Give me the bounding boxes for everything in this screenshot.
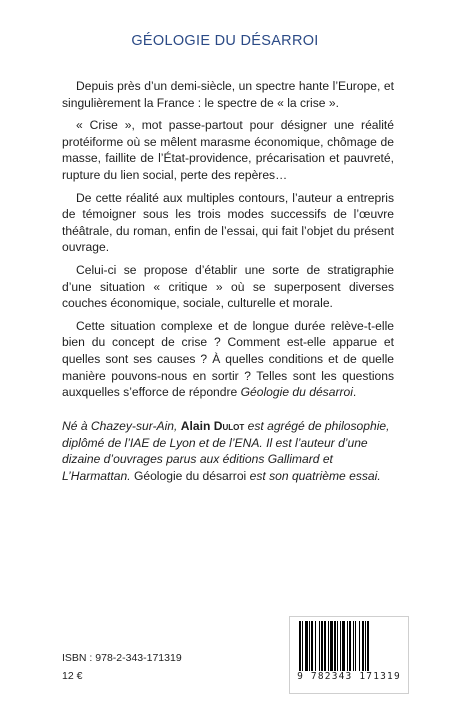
author-first-name: Alain	[180, 419, 211, 433]
blurb-paragraph: Celui-ci se propose d’établir une sorte de stratigraphie d’une situation « critique » où se superposent diverses couches économique, sociale, culturelle et morale.	[62, 262, 394, 311]
blurb-paragraph	[62, 318, 394, 401]
barcode-bars-icon	[299, 621, 399, 671]
bio-text: est agrégé de philosophie, diplômé de l’IAE de Lyon et de l’ENA. Il est l’auteur d’une dizaine d’ouvrages parus aux éditions Gallimard et L’Harmattan.	[62, 419, 390, 483]
barcode-digits: 9 782343 171319	[297, 671, 401, 682]
bio-book-title: Géologie du désarroi	[133, 468, 247, 483]
author-name	[181, 419, 244, 433]
blurb-paragraph: « Crise », mot passe-partout pour désigner une réalité protéiforme où se mêlent marasme économique, chômage de masse, faillite de l’État-providence, précarisation et pauvreté, rupture du lien social, perte des repères…	[62, 118, 394, 182]
book-title: GÉOLOGIE DU DÉSARROI	[131, 33, 319, 49]
author-last-name: Dulot	[213, 419, 245, 433]
author-bio	[62, 418, 394, 484]
barcode	[289, 616, 409, 694]
blurb-text: Cette situation complexe et de longue durée relève-t-elle bien du concept de crise ? Comment est-elle apparue et quelles sont ses causes ? À quelles conditions et de quelle manière pouvons-nous en sortir ? Telles sont les questions auxquelles s’efforce de répondre	[62, 318, 394, 400]
bio-text-end: est son quatrième essai.	[249, 468, 381, 483]
isbn: ISBN : 978-2-343-171319	[62, 652, 182, 664]
blurb-paragraph: Depuis près d’un demi-siècle, un spectre hante l’Europe, et singulièrement la France : le spectre de « la crise ».	[62, 79, 394, 110]
bio-intro: Né à Chazey-sur-Ain,	[62, 419, 178, 433]
blurb-period: .	[352, 385, 357, 400]
blurb-book-title: Géologie du désarroi	[240, 385, 353, 400]
price: 12 €	[62, 670, 83, 682]
back-cover-blurb	[62, 78, 394, 407]
blurb-paragraph: De cette réalité aux multiples contours, l’auteur a entrepris de témoigner sous les trois modes successifs de l’œuvre théâtrale, du roman, enfin de l’essai, qui fait l’objet du présent ouvrage.	[62, 190, 394, 255]
